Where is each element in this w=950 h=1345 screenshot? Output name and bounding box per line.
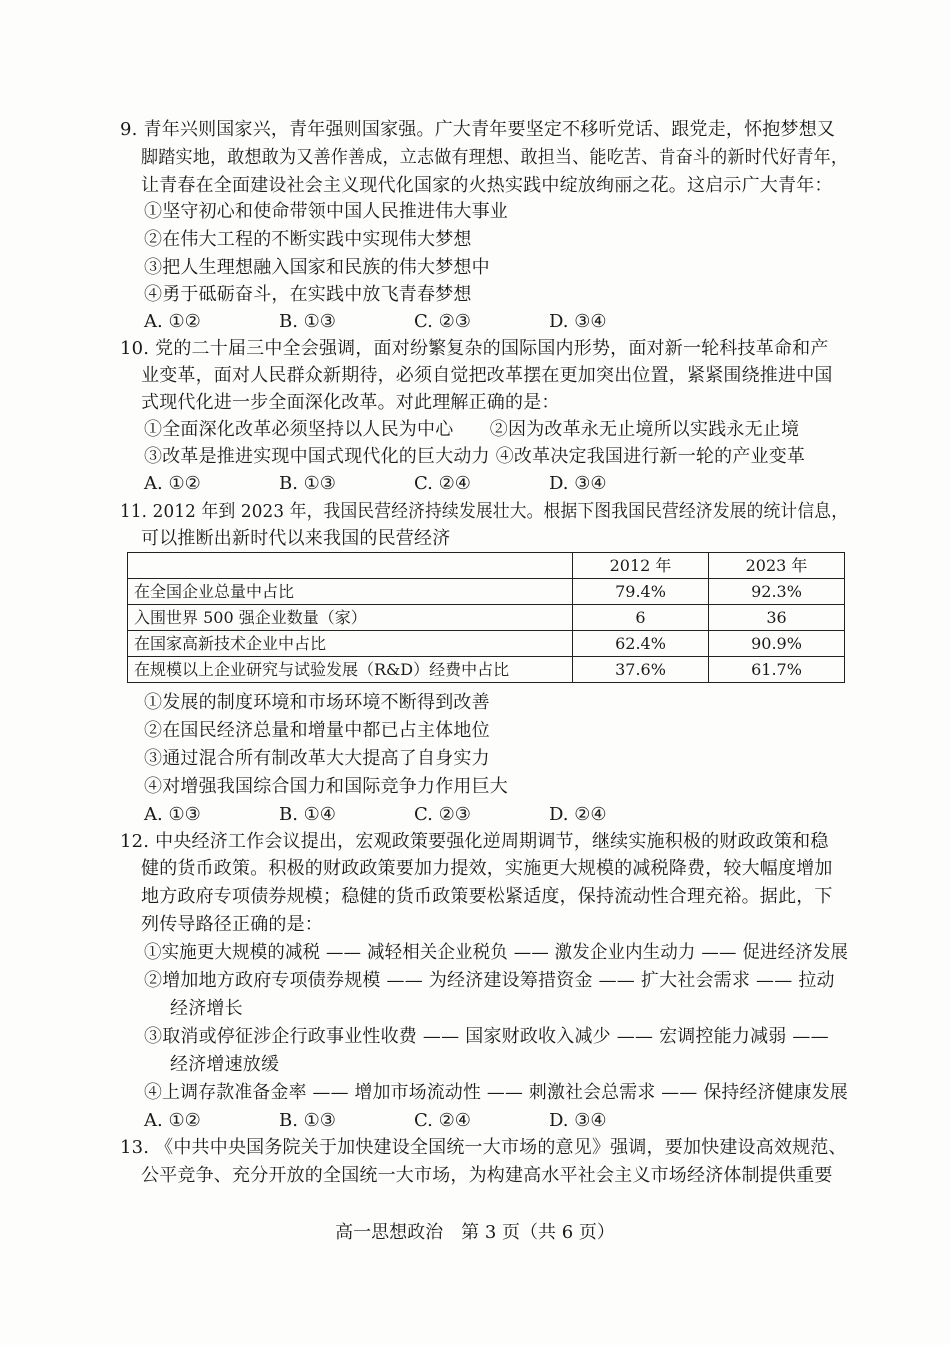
q9-options (144, 310, 684, 334)
q12-stem-line-3: 地方政府专项债券规模；稳健的货币政策要松紧适度，保持流动性合理充裕。据此，下 (141, 886, 833, 907)
q10-stem-line-3: 式现代化进一步全面深化改革。对此理解正确的是： (141, 392, 560, 413)
q12-item-2-cont: 经济增长 (170, 998, 243, 1019)
table-cell: 36 (709, 605, 845, 631)
q9-stem-line-2: 脚踏实地，敢想敢为又善作善成，立志做有理想、敢担当、能吃苦、肯奋斗的新时代好青年， (141, 147, 849, 168)
q11-option-a[interactable]: A. ①③ (144, 804, 201, 825)
q9-item-3: ③把人生理想融入国家和民族的伟大梦想中 (144, 257, 490, 278)
q9-stem-line-3: 让青春在全面建设社会主义现代化国家的火热实践中绽放绚丽之花。这启示广大青年： (141, 175, 833, 196)
table-cell: 92.3% (709, 579, 845, 605)
q12-item-2: ②增加地方政府专项债券规模 —— 为经济建设筹措资金 —— 扩大社会需求 —— 拉动 (144, 970, 835, 991)
q13-stem-line-1: 13. 《中共中央国务院关于加快建设全国统一大市场的意见》强调，要加快建设高效规范、 (120, 1137, 847, 1158)
q12-options (144, 1109, 684, 1133)
q11-option-d[interactable]: D. ②④ (549, 804, 607, 825)
q10-option-a[interactable]: A. ①② (144, 473, 201, 494)
table-cell: 6 (573, 605, 709, 631)
table-row (128, 605, 845, 631)
q11-item-1: ①发展的制度环境和市场环境不断得到改善 (144, 692, 490, 713)
table-cell: 79.4% (573, 579, 709, 605)
q11-option-c[interactable]: C. ②③ (414, 804, 471, 825)
q10-stem-line-2: 业变革，面对人民群众新期待，必须自觉把改革摆在更加突出位置，紧紧围绕推进中国 (141, 365, 833, 386)
q11-item-2: ②在国民经济总量和增量中都已占主体地位 (144, 720, 490, 741)
q9-stem-line-1: 9. 青年兴则国家兴，青年强则国家强。广大青年要坚定不移听党话、跟党走，怀抱梦想又 (120, 119, 836, 140)
table-row (128, 579, 845, 605)
q9-option-b[interactable]: B. ①③ (279, 311, 336, 332)
table-row-label: 在规模以上企业研究与试验发展（R&D）经费中占比 (128, 657, 573, 683)
table-row (128, 657, 845, 683)
private-economy-stats-table (127, 552, 845, 683)
q11-option-b[interactable]: B. ①④ (279, 804, 336, 825)
q10-option-d[interactable]: D. ③④ (549, 473, 607, 494)
table-cell: 90.9% (709, 631, 845, 657)
table-header-row (128, 553, 845, 579)
q11-options (144, 803, 684, 827)
q9-option-a[interactable]: A. ①② (144, 311, 201, 332)
table-row-label: 在国家高新技术企业中占比 (128, 631, 573, 657)
q12-stem-line-1: 12. 中央经济工作会议提出，宏观政策要强化逆周期调节，继续实施积极的财政政策和稳 (120, 831, 829, 852)
table-header-2023: 2023 年 (709, 553, 845, 579)
q12-stem-line-2: 健的货币政策。积极的财政政策要加力提效，实施更大规模的减税降费，较大幅度增加 (141, 858, 833, 879)
table-row-label: 在全国企业总量中占比 (128, 579, 573, 605)
q11-stem-line-1: 11. 2012 年到 2023 年，我国民营经济持续发展壮大。根据下图我国民营经济发展的统计信息， (120, 501, 849, 522)
q10-options (144, 472, 684, 496)
q10-option-b[interactable]: B. ①③ (279, 473, 336, 494)
q11-stem-line-2: 可以推断出新时代以来我国的民营经济 (141, 528, 451, 549)
q12-option-a[interactable]: A. ①② (144, 1110, 201, 1131)
q12-option-c[interactable]: C. ②④ (414, 1110, 471, 1131)
q9-item-1: ①坚守初心和使命带领中国人民推进伟大事业 (144, 201, 508, 222)
table-header-2012: 2012 年 (573, 553, 709, 579)
q11-item-3: ③通过混合所有制改革大大提高了自身实力 (144, 748, 490, 769)
q12-item-3-cont: 经济增速放缓 (170, 1054, 280, 1075)
q12-stem-line-4: 列传导路径正确的是： (141, 914, 323, 935)
table-cell: 62.4% (573, 631, 709, 657)
q13-stem-line-2: 公平竞争、充分开放的全国统一大市场，为构建高水平社会主义市场经济体制提供重要 (141, 1165, 833, 1186)
q9-option-d[interactable]: D. ③④ (549, 311, 607, 332)
q10-option-c[interactable]: C. ②④ (414, 473, 471, 494)
table-cell: 61.7% (709, 657, 845, 683)
table-row (128, 631, 845, 657)
q11-item-4: ④对增强我国综合国力和国际竞争力作用巨大 (144, 776, 508, 797)
table-header-blank (128, 553, 573, 579)
q9-option-c[interactable]: C. ②③ (414, 311, 471, 332)
q12-item-4: ④上调存款准备金率 —— 增加市场流动性 —— 刺激社会总需求 —— 保持经济健康发展 (144, 1082, 848, 1103)
q12-option-d[interactable]: D. ③④ (549, 1110, 607, 1131)
q12-option-b[interactable]: B. ①③ (279, 1110, 336, 1131)
table-cell: 37.6% (573, 657, 709, 683)
q10-items-row-1: ①全面深化改革必须坚持以人民为中心 ②因为改革永无止境所以实践永无止境 (144, 419, 800, 440)
q12-item-3: ③取消或停征涉企行政事业性收费 —— 国家财政收入减少 —— 宏调控能力减弱 —— (144, 1026, 829, 1047)
q9-item-4: ④勇于砥砺奋斗，在实践中放飞青春梦想 (144, 284, 472, 305)
q10-stem-line-1: 10. 党的二十届三中全会强调，面对纷繁复杂的国际国内形势，面对新一轮科技革命和产 (120, 338, 829, 359)
table-row-label: 入围世界 500 强企业数量（家） (128, 605, 573, 631)
q12-item-1: ①实施更大规模的减税 —— 减轻相关企业税负 —— 激发企业内生动力 —— 促进经济发展 (144, 942, 849, 963)
q9-item-2: ②在伟大工程的不断实践中实现伟大梦想 (144, 229, 472, 250)
page-footer: 高一思想政治 第 3 页（共 6 页） (335, 1222, 615, 1243)
q10-items-row-2: ③改革是推进实现中国式现代化的巨大动力 ④改革决定我国进行新一轮的产业变革 (144, 446, 806, 467)
